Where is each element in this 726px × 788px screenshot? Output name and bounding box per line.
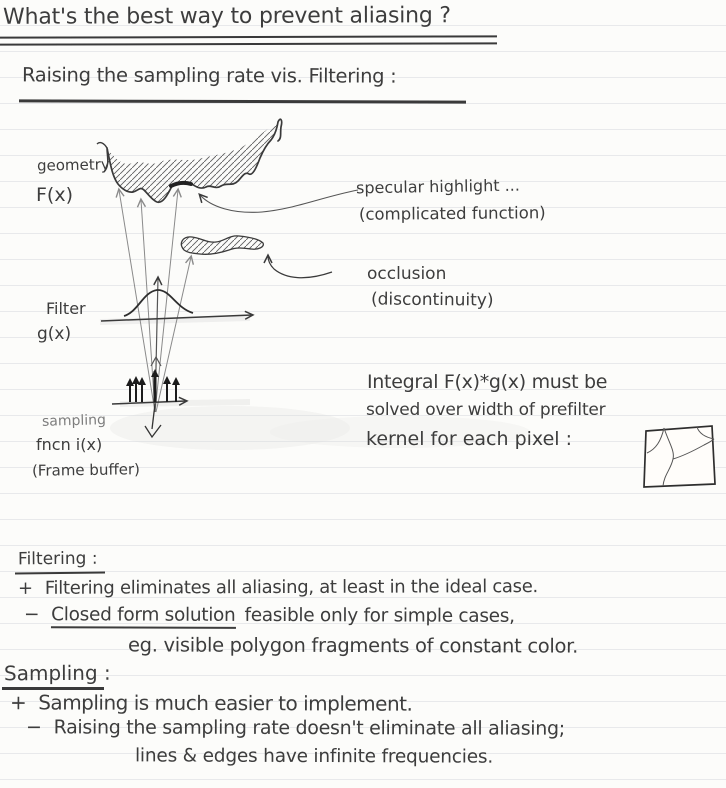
sampling-con-item: [26, 716, 565, 739]
filter-axis-drawing: [101, 290, 252, 321]
occlusion-annotation-arrow: [268, 256, 332, 278]
filter-label-line1: Filter: [46, 299, 86, 318]
occlusion-annotation-line1: occlusion: [367, 264, 447, 284]
page-subtitle: Raising the sampling rate vis. Filtering :: [21, 63, 397, 88]
title-underline: [0, 35, 497, 45]
geometry-label-line1: geometry: [36, 155, 110, 175]
filtering-con-rest: feasible only for simple cases,: [244, 604, 515, 627]
sampling-label-line1: sampling: [41, 412, 107, 430]
specular-annotation-arrow: [200, 190, 358, 212]
filtering-pro-text: Filtering eliminates all aliasing, at least in the ideal case.: [44, 576, 538, 599]
subtitle-underline: [19, 99, 466, 103]
filter-label-line2: g(x): [37, 324, 72, 344]
geometry-label-line2: F(x): [36, 184, 73, 206]
integral-note-line3: kernel for each pixel :: [366, 428, 572, 450]
page-title: What's the best way to prevent aliasing ?: [2, 3, 451, 30]
sampling-con-text: Raising the sampling rate doesn't eliminate all aliasing;: [53, 716, 565, 740]
sampling-pro-text: Sampling is much easier to implement.: [38, 690, 413, 716]
pixel-box-drawing: [644, 426, 715, 487]
specular-highlight-segment: [171, 183, 191, 186]
specular-annotation-line2: (complicated function): [358, 203, 546, 224]
filtering-con-item: [24, 604, 515, 627]
occlusion-annotation-line2: (discontinuity): [370, 289, 494, 311]
plus-sign: +: [17, 577, 33, 599]
sampling-heading: Sampling :: [3, 660, 111, 686]
filtering-con-underlined: Closed form solution: [51, 604, 235, 629]
filtering-heading: Filtering :: [17, 548, 98, 570]
minus-sign: −: [23, 604, 40, 626]
filtering-pro-item: [18, 576, 538, 599]
sampling-pro-item: [10, 690, 412, 715]
sampling-con-continuation: lines & edges have infinite frequencies.: [134, 745, 494, 768]
geometry-surface-drawing: [97, 119, 282, 202]
plus-sign: +: [9, 690, 27, 715]
specular-annotation-line1: specular highlight ...: [355, 175, 521, 198]
filtering-heading-underline: [15, 572, 105, 575]
sampling-heading-underline: [2, 687, 104, 690]
occlusion-blob-drawing: [181, 236, 263, 254]
integral-note-line1: Integral F(x)*g(x) must be: [367, 371, 608, 393]
integral-note-line2: solved over width of prefilter: [366, 400, 606, 420]
minus-sign: −: [25, 716, 42, 739]
sampling-label-line3: (Frame buffer): [31, 460, 141, 480]
sampling-label-line2: fncn i(x): [36, 435, 103, 454]
filtering-con-continuation: eg. visible polygon fragments of constant color.: [127, 633, 579, 658]
